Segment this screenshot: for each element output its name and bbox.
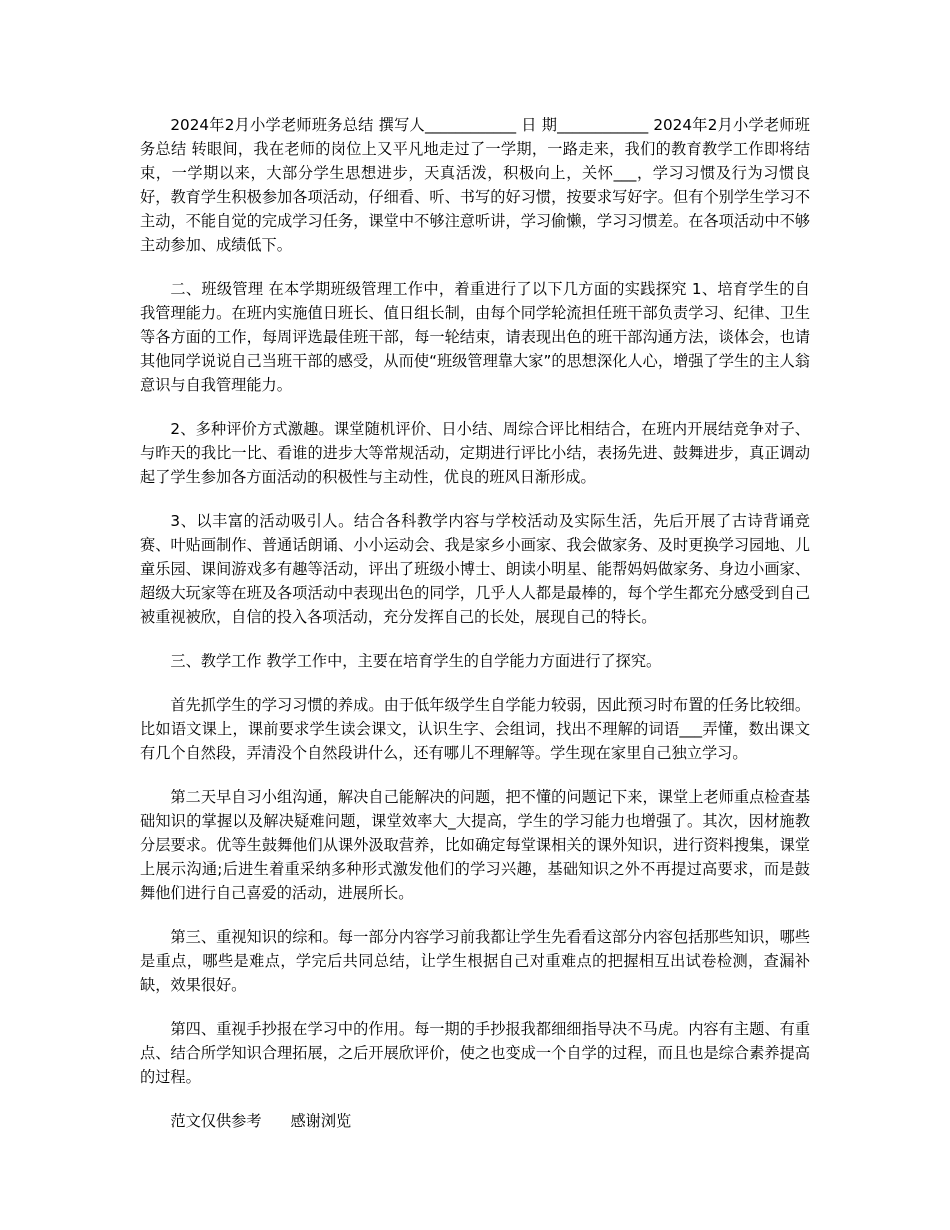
paragraph-teaching-work: 三、教学工作 教学工作中，主要在培育学生的自学能力方面进行了探究。 [170,652,662,670]
paragraph-handwritten-newspaper: 第四、重视手抄报在学习中的作用。每一期的手抄报我都细细指导决不马虎。内容有主题、有重点、结合所学知识合理拓展，之后开展欣评价，使之也变成一个自学的过程，而且也是综合素养提高的过程。 [140,1020,810,1086]
paragraph-activities: 3、以丰富的活动吸引人。结合各科教学内容与学校活动及实际生活，先后开展了古诗背诵竞赛、叶贴画制作、普通话朗诵、小小运动会、我是家乡小画家、我会做家务、及时更换学习园地、儿童乐园、课间游戏多有趣等活动，评出了班级小博士、朗读小明星、能帮妈妈做家务、身边小画家、超级大玩家等在班及各项活动中表现出色的同学，几乎人人都是最棒的，每个学生都充分感受到自己被重视被欣，自信的投入各项活动，充分发挥自己的长处，展现自己的特长。 [140,512,810,626]
footer-note [140,1109,810,1133]
paragraph-morning-study: 第二天早自习小组沟通，解决自己能解决的问题，把不懂的问题记下来，课堂上老师重点检查基础知识的掌握以及解决疑难问题，课堂效率大_大提高，学生的学习能力也增强了。其次，因材施教分层要求。优等生鼓舞他们从课外汲取营养，比如确定每堂课相关的课外知识，进行资料搜集，课堂上展示沟通;后进生着重采纳多种形式激发他们的学习兴趣，基础知识之外不再提过高要求，而是鼓舞他们进行自己喜爱的活动，进展所长。 [140,788,810,902]
paragraph-knowledge-synthesis: 第三、重视知识的综和。每一部分内容学习前我都让学生先看看这部分内容包括那些知识，哪些是重点，哪些是难点，学完后共同总结，让学生根据自己对重难点的把握相互出试卷检测，查漏补缺，效果很好。 [140,928,810,994]
paragraph-evaluation: 2、多种评价方式激趣。课堂随机评价、日小结、周综合评比相结合，在班内开展结竞争对子、与昨天的我比一比、看谁的进步大等常规活动，定期进行评比小结，表扬先进、鼓舞进步，真正调动起了学生参加各方面活动的积极性与主动性，优良的班风日渐形成。 [140,420,810,486]
paragraph-class-management: 二、班级管理 在本学期班级管理工作中，着重进行了以下几方面的实践探究 1、培育学生的自我管理能力。在班内实施值日班长、值日组长制，由每个同学轮流担任班干部负责学习、纪律、卫生等各方面的工作，每周评选最佳班干部，每一轮结束，请表现出色的班干部沟通方法，谈体会，也请其他同学说说自己当班干部的感受，从而使“班级管理靠大家”的思想深化人心，增强了学生的主人翁意识与自我管理能力。 [140,280,810,394]
document-body [140,113,810,1133]
paragraph-study-habits: 首先抓学生的学习习惯的养成。由于低年级学生自学能力较弱，因此预习时布置的任务比较细。比如语文课上，课前要求学生读会课文，认识生字、会组词，找出不理解的词语___弄懂，数出课文有几个自然段，弄清没个自然段讲什么，还有哪儿不理解等。学生现在家里自己独立学习。 [140,696,810,762]
footer-reference-text: 范文仅供参考 [170,1112,262,1130]
footer-thanks-text: 感谢浏览 [290,1112,352,1130]
paragraph-intro: 2024年2月小学老师班务总结 撰写人____________ 日 期____________ 2024年2月小学老师班务总结 转眼间，我在老师的岗位上又平凡地走过了一学期，一路走来，我们的教育教学工作即将结束，一学期以来，大部分学生思想进步，天真活泼，积极向上，关怀___，学习习惯及行为习惯良好，教育学生积极参加各项活动，仔细看、听、书写的好习惯，按要求写好字。但有个别学生学习不主动，不能自觉的完成学习任务，课堂中不够注意听讲，学习偷懒，学习习惯差。在各项活动中不够主动参加、成绩低下。 [140,116,810,254]
